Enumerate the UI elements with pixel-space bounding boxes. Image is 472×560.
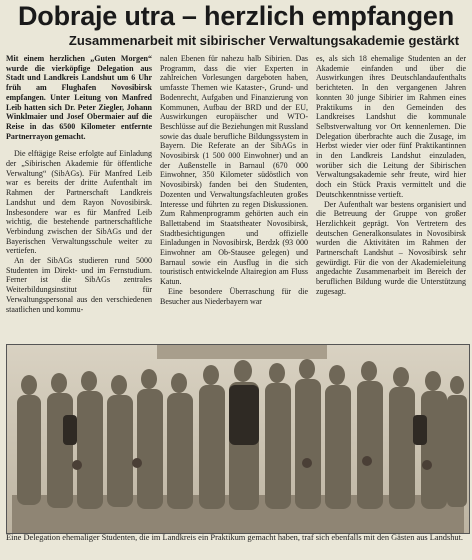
article-column-2 — [160, 54, 308, 342]
photo-caption: Eine Delegation ehemaliger Studenten, die im Landkreis ein Praktikum gemacht haben, traf sich ebenfalls mit den Gästen aus Landshut. — [6, 533, 463, 542]
headline: Dobraje utra – herzlich empfangen — [18, 1, 454, 31]
article-column-1 — [6, 54, 152, 342]
body-paragraph: Der Aufenthalt war bestens organisiert und die Betreuung der Gruppe von großer Herzlichkeit geprägt. Von Vertretern des deutschen Generalkonsulates in Novosibirsk wurden die Aktivitäten im Rahmen der Partnerschaft Landshut – Novosibirsk sehr gewürdigt. Für die von der Akademieleitung angedachte Zusammenarbeit im Bereich der beruflichen Bildung wurde die Unterstützung zugesagt. — [316, 199, 466, 296]
body-paragraph: nalen Ebenen für nahezu halb Sibirien. Das Programm, dass die vier Experten in zahlreichen Vorlesungen dargeboten haben, umfasste Themen wie Kataster-, Grund- und Bodenrecht, Aufgaben und Finanzierung von Kommunen, Aufbau der BRD und der EU, Auswirkungen europäischer und WTO-Beschlüsse auf die Beziehungen mit Russland sowie das duale berufliche Bildungssystem in Bayern. Die Referate an der SibAGs in Novosibirsk (1 500 000 Einwohner) und an der Außenstelle in Barnaul (670 000 Einwohner, 350 Kilometer südöstlich von Novosibirsk) fanden bei den Studenten, Dozenten und Verwaltungsfachleuten großes Interesse und führten zu regen Diskussionen. Zum Rahmenprogramm gehörten auch ein Ballettabend im Staatstheater Novosibirsk, Stadtbesichtigungen und offizielle Einladungen in Novosibirsk, Berdzk (93 000 Einwohner am Ob-Stausee gelegen) und Barnaul sowie ein Ausflug in die sich touristisch entwickelnde Altairegion am Fluss Katun. — [160, 54, 308, 287]
lead-paragraph: Mit einem herzlichen „Guten Morgen“ wurde die vierköpfige Delegation aus Stadt und Landkreis Landshut um 6 Uhr früh am Flughafen Novosibirsk empfangen. Unter Leitung von Manfred Leib hatten sich Dr. Peter Ziegler, Johann Winklmaier und Josef Obermaier auf die Reise in das 6500 Kilometer entfernte Partnerrayon gemacht. — [6, 54, 152, 141]
group-photo — [6, 344, 470, 534]
group-photo-illustration — [7, 345, 469, 533]
body-paragraph: Die elftägige Reise erfolgte auf Einladung der „Sibirischen Akademie für öffentliche Verwaltung“ (SibAGs). Für Manfred Leib war es bereits der dritte Aufenthalt im Rahmen der Partnerschaft Landkreis Landshut und dem Rayon Novosibirsk. Insbesondere war es für Manfred Leib wichtig, die bestehende partnerschaftliche Verbindung zwischen der SibAGs und der Bayerischen Verwaltungsschule weiter zu vertiefen. — [6, 149, 152, 256]
body-paragraph: es, als sich 18 ehemalige Studenten an der Akademie einfanden und über die Auswirkungen ihres Deutschlandaufenthalts berichteten. In den vergangenen Jahren konnten 30 junge Sibirier im Rahmen eines Praktikums in den Gemeinden des Landkreises Landshut die kommunale Selbstverwaltung vor Ort kennenlernen. Die Delegation überbrachte auch die Zusage, im Herbst wieder vier oder fünf Praktikantinnen in den Landkreis Landshut einzuladen, worüber sich die Leitung der Sibirischen Verwaltungsakademie sehr freute, wird hier doch ein Stück Praxis vermittelt und die Deutschkenntnisse vertieft. — [316, 54, 466, 199]
article-column-3 — [316, 54, 466, 342]
body-paragraph: Eine besondere Überraschung für die Besucher aus Niederbayern war — [160, 286, 308, 306]
subheadline: Zusammenarbeit mit sibirischer Verwaltungsakademie gestärkt — [68, 33, 460, 48]
body-paragraph: An der SibAGs studieren rund 5000 Studenten im Direkt- und im Fernstudium. Ferner ist die SibAGs zentrales Weiterbildungsinstitut für Verwaltungspersonal aus den verschiedenen staatlichen und kommu- — [6, 256, 152, 314]
